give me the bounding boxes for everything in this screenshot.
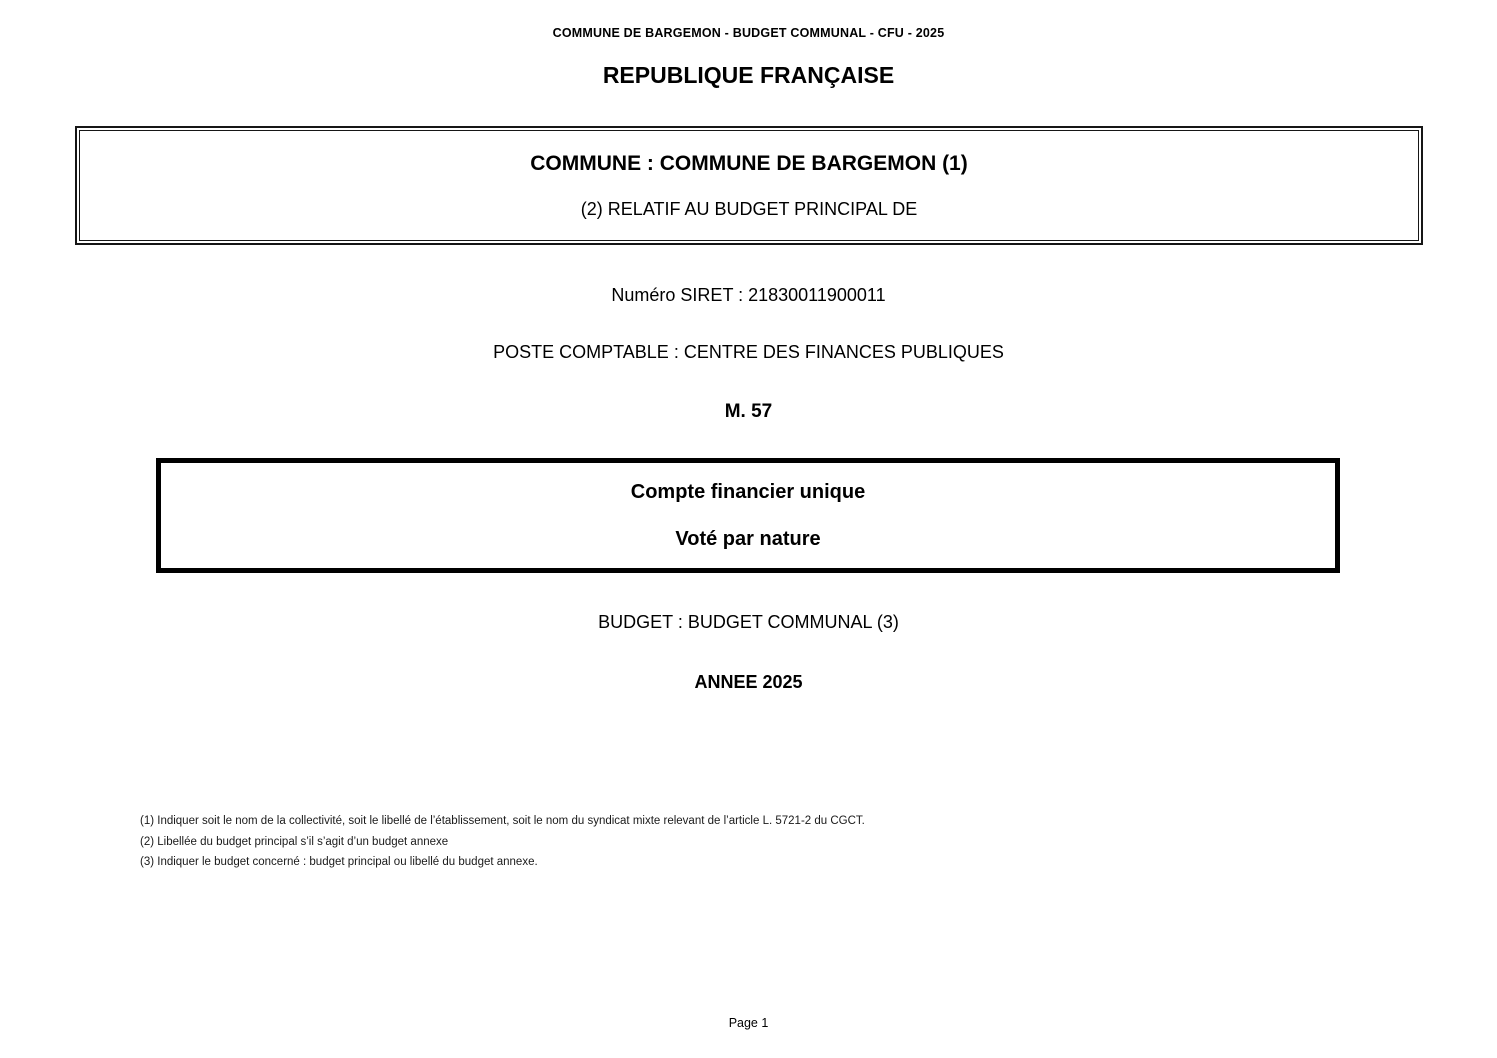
vote-nature-subtitle: Voté par nature xyxy=(675,527,821,550)
footnote-2: (2) Libellée du budget principal s’il s’agit d’un budget annexe xyxy=(140,835,449,848)
footnote-3: (3) Indiquer le budget concerné : budget principal ou libellé du budget annexe. xyxy=(140,856,538,868)
cfu-box xyxy=(156,458,1340,573)
accounting-norm: M. 57 xyxy=(724,401,773,422)
footnote-1: (1) Indiquer soit le nom de la collectivité, soit le libellé de l’établissement, soit le nom du syndicat mixte relevant de l’article L. 5721-2 du CGCT. xyxy=(140,815,865,827)
page-number: Page 1 xyxy=(728,1016,769,1030)
cfu-title: Compte financier unique xyxy=(630,480,866,503)
budget-name: BUDGET : BUDGET COMMUNAL (3) xyxy=(598,612,899,632)
footnotes xyxy=(140,811,865,873)
budget-principal-subtitle: (2) RELATIF AU BUDGET PRINCIPAL DE xyxy=(580,198,918,219)
year-label: ANNEE 2025 xyxy=(694,672,803,692)
document-header: COMMUNE DE BARGEMON - BUDGET COMMUNAL - CFU - 2025 xyxy=(552,26,945,40)
poste-comptable: POSTE COMPTABLE : CENTRE DES FINANCES PUBLIQUES xyxy=(493,342,1004,362)
commune-box xyxy=(75,126,1423,245)
commune-title: COMMUNE : COMMUNE DE BARGEMON (1) xyxy=(530,151,968,175)
siret-number: Numéro SIRET : 21830011900011 xyxy=(611,285,886,305)
commune-box-inner xyxy=(79,130,1419,241)
republic-title: REPUBLIQUE FRANÇAISE xyxy=(602,62,895,88)
